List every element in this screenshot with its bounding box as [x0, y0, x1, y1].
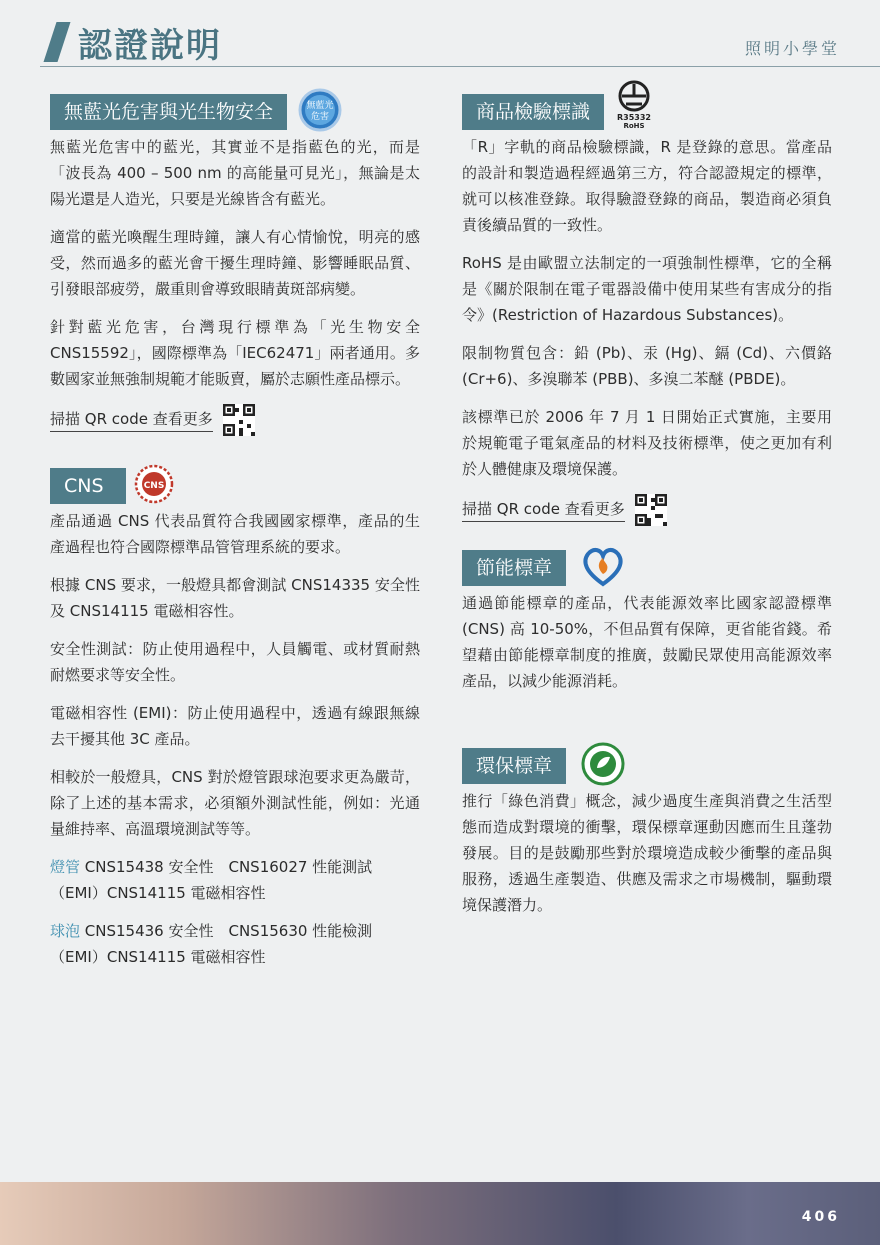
left-column	[50, 92, 420, 970]
right-column	[462, 92, 832, 930]
bluelight-section-title: 無藍光危害與光生物安全	[50, 94, 287, 130]
bluelight-badge-icon	[298, 88, 342, 136]
page-number: 406	[801, 1209, 840, 1225]
bluelight-paragraph-2: 適當的藍光喚醒生理時鐘，讓人有心情愉悅，明亮的感受，然而過多的藍光會干擾生理時鐘、影響睡眠品質、引發眼部疲勞，嚴重則會導致眼睛黃斑部病變。	[50, 228, 420, 298]
tube-standards: CNS15438 安全性 CNS16027 性能測試	[80, 858, 373, 876]
qr-code-icon[interactable]	[223, 404, 255, 436]
energy-section-title: 節能標章	[462, 550, 566, 586]
eco-section-title: 環保標章	[462, 748, 566, 784]
tube-standard-line-1	[50, 854, 420, 880]
bsmi-paragraph-3: 限制物質包含：鉛 (Pb)、汞 (Hg)、鎘 (Cd)、六價鉻 (Cr+6)、多溴聯苯 (PBB)、多溴二苯醚 (PBDE)。	[462, 344, 832, 388]
bulb-standard-line-1	[50, 918, 420, 944]
bulb-label: 球泡	[50, 922, 81, 940]
bluelight-qr-label[interactable]: 掃描 QR code 查看更多	[50, 408, 213, 432]
bluelight-paragraph-1: 無藍光危害中的藍光，其實並不是指藍色的光，而是「波長為 400 – 500 nm 的高能量可見光」，無論是太陽光還是人造光，只要是光線皆含有藍光。	[50, 138, 420, 208]
tube-label: 燈管	[50, 858, 81, 876]
bsmi-paragraph-1: 「R」字軌的商品檢驗標識，R 是登錄的意思。當產品的設計和製造過程經過第三方，符合認證規定的標準，就可以核准登錄。取得驗證登錄的商品，製造商必須負責後續品質的一致性。	[462, 138, 832, 234]
bsmi-section-title: 商品檢驗標識	[462, 94, 604, 130]
cns-section-title: CNS	[50, 468, 126, 504]
bsmi-qr-label[interactable]: 掃描 QR code 查看更多	[462, 498, 625, 522]
footer-band	[0, 1182, 880, 1245]
header-divider	[40, 66, 880, 67]
title-accent-bar	[44, 22, 71, 62]
cns-section-header	[50, 466, 420, 504]
cns-mark-icon	[134, 462, 174, 510]
bluelight-qr-row[interactable]	[50, 404, 420, 436]
cns-paragraph-1: 產品通過 CNS 代表品質符合我國國家標準，產品的生產過程也符合國際標準品管管理系統的要求。	[50, 512, 420, 556]
bsmi-section-header	[462, 92, 832, 130]
section-label: 照明小學堂	[744, 39, 840, 58]
page-header	[0, 0, 880, 70]
page-title: 認證說明	[78, 26, 222, 66]
tube-standard-line-2: （EMI）CNS14115 電磁相容性	[50, 884, 266, 902]
bsmi-paragraph-2: RoHS 是由歐盟立法制定的一項強制性標準，它的全稱是《關於限制在電子電器設備中使用某些有害成分的指令》(Restriction of Hazardous Substances)。	[462, 254, 832, 324]
qr-code-icon[interactable]	[635, 494, 667, 526]
cns-paragraph-2: 根據 CNS 要求，一般燈具都會測試 CNS14335 安全性及 CNS14115 電磁相容性。	[50, 576, 420, 620]
energy-section-header	[462, 548, 832, 586]
cns-paragraph-4: 電磁相容性 (EMI)：防止使用過程中，透過有線跟無線去干擾其他 3C 產品。	[50, 704, 420, 748]
bulb-standards: CNS15436 安全性 CNS15630 性能檢測	[80, 922, 373, 940]
bluelight-paragraph-3: 針對藍光危害，台灣現行標準為「光生物安全 CNS15592」，國際標準為「IEC62471」兩者通用。多數國家並無強制規範才能販賣，屬於志願性產品標示。	[50, 318, 420, 388]
bsmi-code: R35332	[617, 113, 651, 122]
svg-text:危害: 危害	[310, 112, 330, 122]
cns-paragraph-3: 安全性測試：防止使用過程中，人員觸電、或材質耐熱耐燃要求等安全性。	[50, 640, 420, 684]
eco-section-header	[462, 746, 832, 784]
bsmi-mark-icon	[608, 76, 660, 134]
eco-paragraph-1: 推行「綠色消費」概念，減少過度生產與消費之生活型態而造成對環境的衝擊，環保標章運動因應而生且蓬勃發展。目的是鼓勵那些對於環境造成較少衝擊的產品與服務，透過生產製造、供應及需求之市場機制，驅動環境保護潛力。	[462, 792, 832, 914]
svg-text:無藍光: 無藍光	[306, 101, 334, 111]
energy-paragraph-1: 通過節能標章的產品，代表能源效率比國家認證標準 (CNS) 高 10-50%，不但品質有保障，更省能省錢。希望藉由節能標章制度的推廣，鼓勵民眾使用高能源效率產品，以減少能源消耗。	[462, 594, 832, 690]
bsmi-paragraph-4: 該標準已於 2006 年 7 月 1 日開始正式實施，主要用於規範電子電氣產品的材料及技術標準，使之更加有利於人體健康及環境保護。	[462, 408, 832, 478]
bluelight-section-header	[50, 92, 420, 130]
energy-label-icon	[580, 544, 626, 592]
cns-paragraph-5: 相較於一般燈具，CNS 對於燈管跟球泡要求更為嚴苛，除了上述的基本需求，必須額外測試性能，例如：光通量維持率、高溫環境測試等等。	[50, 768, 420, 838]
bsmi-sub: RoHS	[623, 122, 645, 130]
bsmi-qr-row[interactable]	[462, 494, 832, 526]
bulb-standard-line-2: （EMI）CNS14115 電磁相容性	[50, 948, 266, 966]
green-mark-icon	[580, 742, 626, 790]
svg-text:CNS: CNS	[143, 481, 165, 491]
